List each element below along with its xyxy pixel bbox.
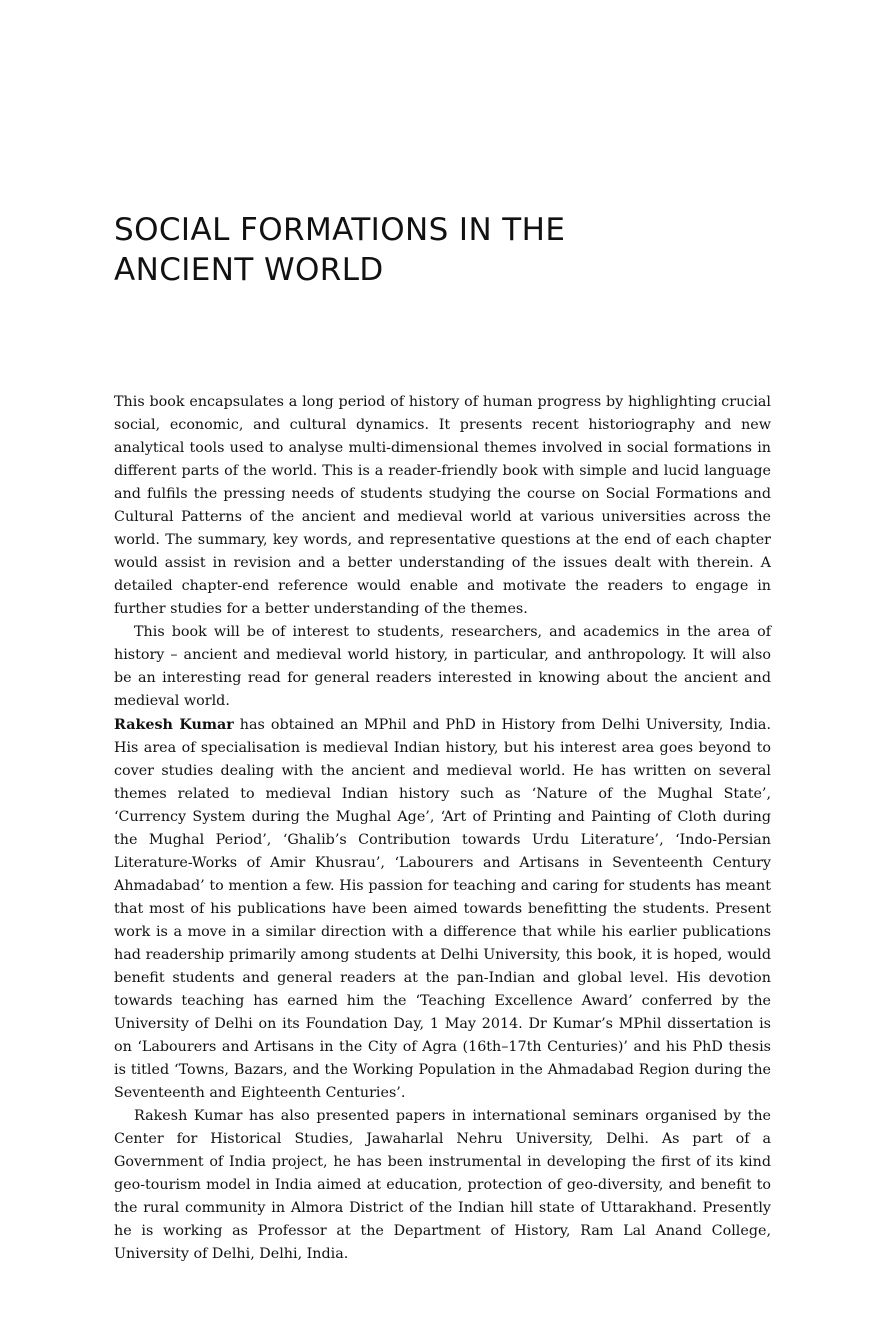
description-paragraph-1: This book encapsulates a long period of history of human progress by highlighting crucial social, economic, and cultural dynamics. It presents recent historiography and new analytical tools used to analyse multi-dimensional themes involved in social formations in different parts of the world. This is a reader-friendly book with simple and lucid language and fulfils the pressing needs of students studying the course on Social Formations and Cultural Patterns of the ancient and medieval world at various universities across the world. The summary, key words, and representative questions at the end of each chapter would assist in revision and a better understanding of the issues dealt with therein. A detailed chapter-end reference would enable and motivate the readers to engage in further studies for a better understanding of the themes. [114,394,771,617]
book-title-line-2: ANCIENT WORLD [114,252,384,288]
author-bio-text-1: has obtained an MPhil and PhD in History from Delhi University, India. His area of specialisation is medieval Indian history, but his interest area goes beyond to cover studies dealing with the ancient and medieval world. He has written on several themes related to medieval Indian history such as ‘Nature of the Mughal State’, ‘Currency System during the Mughal Age’, ‘Art of Printing and Painting of Cloth during the Mughal Period’, ‘Ghalib’s Contribution towards Urdu Literature’, ‘Indo-Persian Literature-Works of Amir Khusrau’, ‘Labourers and Artisans in Seventeenth Century Ahmadabad’ to mention a few. His passion for teaching and caring for students has meant that most of his publications have been aimed towards benefitting the students. Present work is a move in a similar direction with a difference that while his earlier publications had readership primarily among students at Delhi University, this book, it is hoped, would benefit students and general readers at the pan-Indian and global level. His devotion towards teaching has earned him the ‘Teaching Excellence Award’ conferred by the University of Delhi on its Foundation Day, 1 May 2014. Dr Kumar’s MPhil dissertation is on ‘Labourers and Artisans in the City of Agra (16th–17th Centuries)’ and his PhD thesis is titled ‘Towns, Bazars, and the Working Population in the Ahmadabad Region during the Seventeenth and Eighteenth Centuries’. [114,717,771,1101]
author-bio-paragraph-1 [114,714,771,1105]
author-name: Rakesh Kumar [114,717,234,733]
book-title [114,210,774,290]
book-title-line-1: SOCIAL FORMATIONS IN THE [114,212,566,248]
author-bio-paragraph-2: Rakesh Kumar has also presented papers in international seminars organised by the Center for Historical Studies, Jawaharlal Nehru University, Delhi. As part of a Government of India project, he has been instrumental in developing the first of its kind geo-tourism model in India aimed at education, protection of geo-diversity, and benefit to the rural community in Almora District of the Indian hill state of Uttarakhand. Presently he is working as Professor at the Department of History, Ram Lal Anand College, University of Delhi, Delhi, India. [114,1108,771,1262]
book-description [114,391,771,713]
author-bio [114,714,771,1266]
description-paragraph-2: This book will be of interest to students, researchers, and academics in the area of history – ancient and medieval world history, in particular, and anthropology. It will also be an interesting read for general readers interested in knowing about the ancient and medieval world. [114,624,771,709]
